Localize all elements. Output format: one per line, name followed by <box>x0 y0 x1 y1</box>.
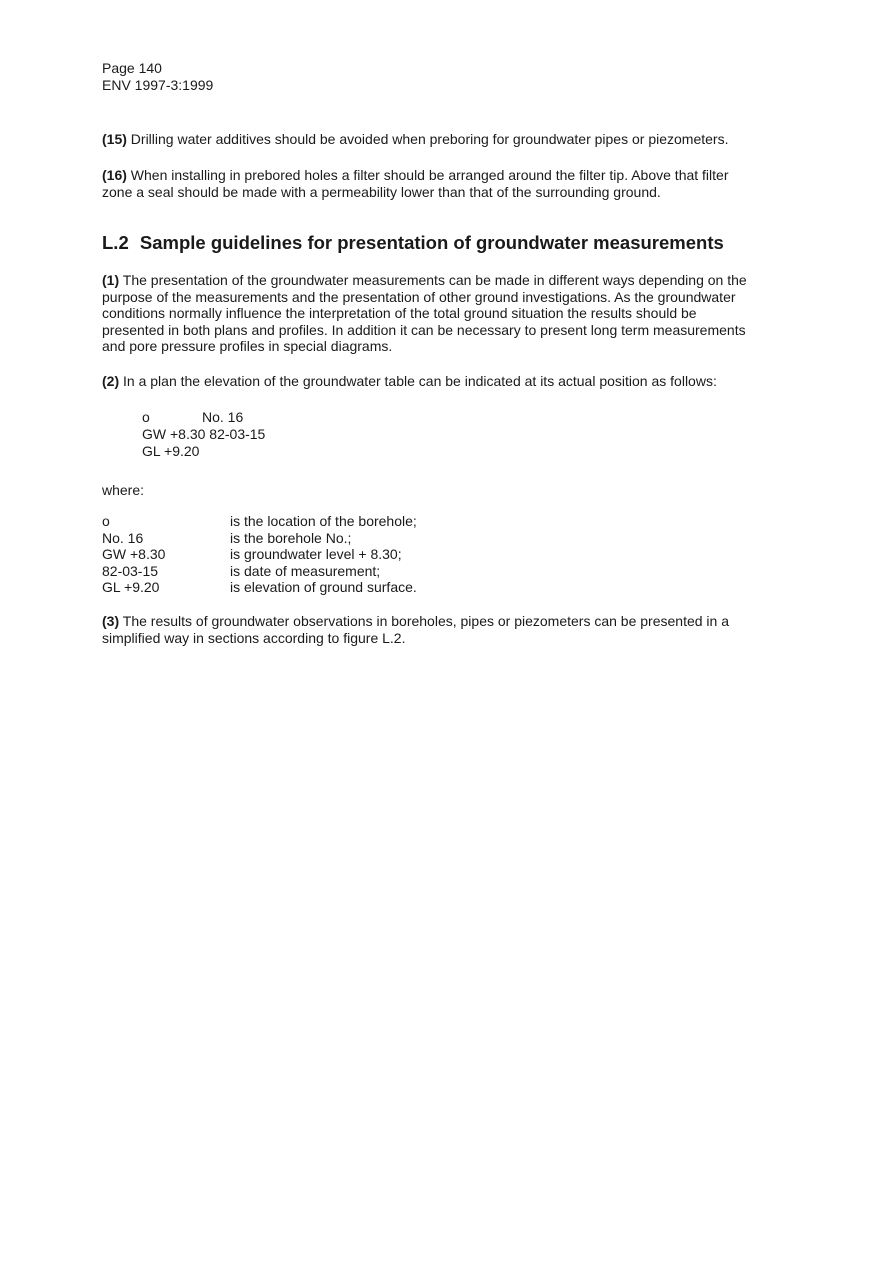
borehole-symbol: o <box>142 409 150 425</box>
legend-term: No. 16 <box>102 529 144 546</box>
clause-text: The presentation of the groundwater measurements can be made in different ways depending on the purpose of the measurements and the presentation of other ground investigations. As the groundwater conditions normally influence the interpretation of the total ground situation the results should be presented in both plans and profiles. In addition it can be necessary to present long term measurements and pore pressure profiles in special diagrams. <box>102 272 747 354</box>
clause-text: In a plan the elevation of the groundwater table can be indicated at its actual position as follows: <box>123 373 717 389</box>
page-header <box>102 60 213 94</box>
clause-16 <box>102 167 762 200</box>
legend-description: is groundwater level + 8.30; <box>230 546 402 562</box>
clause-2 <box>102 373 762 390</box>
clause-3 <box>102 613 762 646</box>
example-line-2: GW +8.30 82-03-15 <box>142 426 266 442</box>
clause-number: (1) <box>102 272 120 288</box>
borehole-number: No. 16 <box>202 409 244 425</box>
clause-15 <box>102 131 762 148</box>
section-number: L.2 <box>102 232 129 253</box>
legend-row <box>102 563 417 580</box>
clause-1 <box>102 272 762 355</box>
legend-row <box>102 513 417 530</box>
legend-term: 82-03-15 <box>102 562 159 579</box>
example-line-1 <box>142 409 265 426</box>
legend-description: is the borehole No.; <box>230 529 352 546</box>
legend-row <box>102 546 417 563</box>
plan-notation-example <box>142 409 265 460</box>
example-line-3: GL +9.20 <box>142 443 200 459</box>
clause-number: (15) <box>102 131 127 147</box>
standard-reference: ENV 1997-3:1999 <box>102 77 214 93</box>
legend-term: GL +9.20 <box>102 579 160 595</box>
legend-term: o <box>102 513 110 529</box>
legend-description: is the location of the borehole; <box>230 513 417 529</box>
page-number: Page 140 <box>102 60 162 76</box>
clause-text: Drilling water additives should be avoided when preboring for groundwater pipes or piezometers. <box>130 131 729 147</box>
section-title: Sample guidelines for presentation of groundwater measurements <box>139 232 724 253</box>
clause-number: (3) <box>102 613 120 629</box>
legend-term: GW +8.30 <box>102 546 166 562</box>
where-label: where: <box>102 482 145 498</box>
legend-row <box>102 530 417 547</box>
section-heading <box>102 232 724 254</box>
clause-text: The results of groundwater observations in boreholes, pipes or piezometers can be presented in a simplified way in sections according to figure L.2. <box>102 613 730 646</box>
clause-text: When installing in prebored holes a filter should be arranged around the filter tip. Above that filter zone a seal should be made with a permeability lower than that of the surrounding ground. <box>102 167 729 200</box>
legend-description: is elevation of ground surface. <box>230 579 417 595</box>
clause-number: (16) <box>102 167 127 183</box>
legend-description: is date of measurement; <box>230 562 381 579</box>
clause-number: (2) <box>102 373 120 389</box>
legend-row <box>102 579 417 596</box>
notation-legend <box>102 513 417 596</box>
